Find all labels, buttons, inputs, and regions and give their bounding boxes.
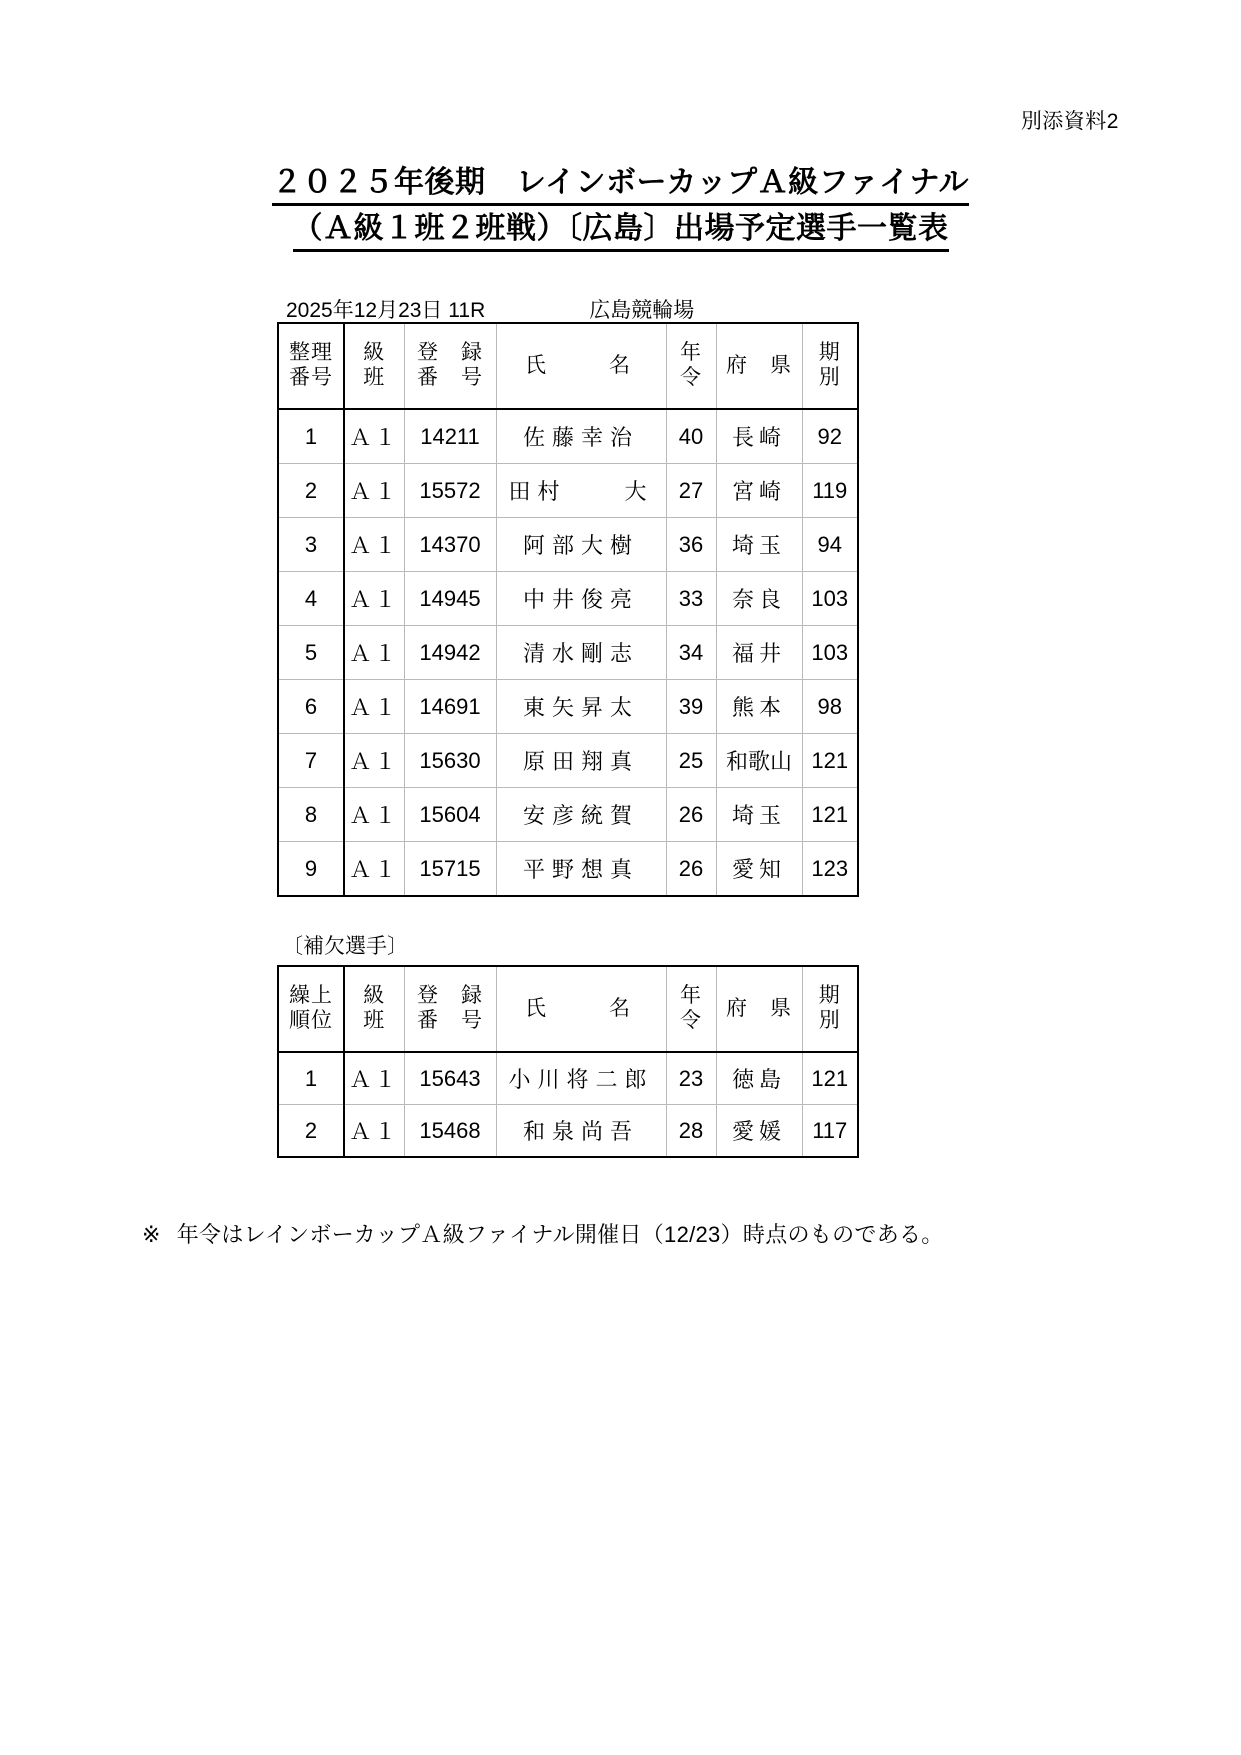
cell-prefecture: 宮崎 (716, 464, 802, 518)
cell-prefecture: 和歌山 (716, 734, 802, 788)
cell-class: Ａ１ (344, 626, 404, 680)
cell-age: 28 (666, 1105, 716, 1158)
cell-period: 103 (802, 572, 858, 626)
table-row (278, 842, 858, 897)
cell-age: 27 (666, 464, 716, 518)
table-header-row (278, 323, 858, 409)
cell-entry-no: 2 (278, 464, 344, 518)
cell-period: 94 (802, 518, 858, 572)
cell-age: 23 (666, 1052, 716, 1105)
cell-period: 103 (802, 626, 858, 680)
header-registration-no: 登 録 番 号 (404, 323, 496, 409)
cell-entry-no: 7 (278, 734, 344, 788)
header-entry-no: 整理 番号 (278, 323, 344, 409)
table-row (278, 409, 858, 464)
reserve-table-body (278, 1052, 858, 1157)
cell-registration-no: 15604 (404, 788, 496, 842)
cell-class: Ａ１ (344, 1105, 404, 1158)
cell-class: Ａ１ (344, 680, 404, 734)
cell-registration-no: 14211 (404, 409, 496, 464)
table-row (278, 1105, 858, 1158)
cell-prefecture: 奈良 (716, 572, 802, 626)
cell-registration-no: 15572 (404, 464, 496, 518)
cell-period: 121 (802, 788, 858, 842)
title-line-1: ２０２５年後期 レインボーカップＡ級ファイナル (272, 168, 969, 206)
cell-prefecture: 埼玉 (716, 518, 802, 572)
cell-prefecture: 福井 (716, 626, 802, 680)
header-class: 級 班 (344, 323, 404, 409)
cell-period: 123 (802, 842, 858, 897)
table-row (278, 734, 858, 788)
cell-registration-no: 14945 (404, 572, 496, 626)
cell-period: 117 (802, 1105, 858, 1158)
cell-class: Ａ１ (344, 842, 404, 897)
cell-prefecture: 愛媛 (716, 1105, 802, 1158)
cell-entry-no: 8 (278, 788, 344, 842)
cell-prefecture: 徳島 (716, 1052, 802, 1105)
cell-registration-no: 15643 (404, 1052, 496, 1105)
table-row (278, 464, 858, 518)
cell-registration-no: 14691 (404, 680, 496, 734)
title-line-2: （Ａ級１班２班戦）〔広島〕出場予定選手一覧表 (293, 214, 949, 252)
footnote-text: 年令はレインボーカップＡ級ファイナル開催日（12/23）時点のものである。 (176, 1222, 944, 1247)
cell-class: Ａ１ (344, 734, 404, 788)
entrant-table (277, 322, 859, 897)
cell-age: 26 (666, 788, 716, 842)
cell-period: 92 (802, 409, 858, 464)
cell-entry-no: 9 (278, 842, 344, 897)
header-prefecture: 府 県 (716, 323, 802, 409)
cell-class: Ａ１ (344, 788, 404, 842)
event-meta (286, 294, 838, 324)
table-row (278, 788, 858, 842)
header-prefecture: 府 県 (716, 966, 802, 1052)
cell-name: 安彦統賀 (496, 788, 666, 842)
cell-name: 田村 大 (496, 464, 666, 518)
header-period: 期 別 (802, 323, 858, 409)
cell-name: 阿部大樹 (496, 518, 666, 572)
cell-name: 清水剛志 (496, 626, 666, 680)
cell-entry-no: 2 (278, 1105, 344, 1158)
reserve-header-row (278, 966, 858, 1052)
header-period: 期 別 (802, 966, 858, 1052)
table-row (278, 1052, 858, 1105)
header-class: 級 班 (344, 966, 404, 1052)
header-age: 年 令 (666, 323, 716, 409)
header-promotion-rank: 繰上 順位 (278, 966, 344, 1052)
header-name: 氏 名 (496, 323, 666, 409)
table-row (278, 626, 858, 680)
reserve-caption: 〔補欠選手〕 (282, 935, 408, 958)
cell-age: 40 (666, 409, 716, 464)
cell-class: Ａ１ (344, 572, 404, 626)
cell-class: Ａ１ (344, 464, 404, 518)
footnote-mark: ※ (142, 1222, 161, 1247)
header-registration-no: 登 録 番 号 (404, 966, 496, 1052)
cell-registration-no: 15715 (404, 842, 496, 897)
cell-period: 121 (802, 1052, 858, 1105)
cell-registration-no: 14370 (404, 518, 496, 572)
cell-entry-no: 5 (278, 626, 344, 680)
cell-age: 26 (666, 842, 716, 897)
cell-prefecture: 埼玉 (716, 788, 802, 842)
cell-period: 119 (802, 464, 858, 518)
cell-registration-no: 14942 (404, 626, 496, 680)
cell-age: 36 (666, 518, 716, 572)
header-name: 氏 名 (496, 966, 666, 1052)
attachment-label: 別添資料2 (1020, 110, 1119, 133)
cell-name: 佐藤幸治 (496, 409, 666, 464)
table-row (278, 572, 858, 626)
cell-name: 中井俊亮 (496, 572, 666, 626)
header-age: 年 令 (666, 966, 716, 1052)
cell-name: 原田翔真 (496, 734, 666, 788)
cell-prefecture: 愛知 (716, 842, 802, 897)
cell-entry-no: 1 (278, 1052, 344, 1105)
table-row (278, 518, 858, 572)
footnote (142, 1218, 944, 1249)
cell-class: Ａ１ (344, 409, 404, 464)
cell-registration-no: 15468 (404, 1105, 496, 1158)
cell-period: 121 (802, 734, 858, 788)
cell-period: 98 (802, 680, 858, 734)
cell-prefecture: 熊本 (716, 680, 802, 734)
cell-age: 25 (666, 734, 716, 788)
cell-age: 39 (666, 680, 716, 734)
cell-name: 和泉尚吾 (496, 1105, 666, 1158)
cell-registration-no: 15630 (404, 734, 496, 788)
cell-name: 東矢昇太 (496, 680, 666, 734)
cell-entry-no: 3 (278, 518, 344, 572)
event-date: 2025年12月23日 11R (286, 299, 486, 322)
document-title (0, 168, 1241, 252)
reserve-table (277, 965, 859, 1158)
cell-entry-no: 1 (278, 409, 344, 464)
entrant-table-body (278, 409, 858, 896)
cell-name: 小川将二郎 (496, 1052, 666, 1105)
cell-entry-no: 6 (278, 680, 344, 734)
cell-name: 平野想真 (496, 842, 666, 897)
event-venue: 広島競輪場 (589, 299, 695, 322)
cell-class: Ａ１ (344, 518, 404, 572)
cell-prefecture: 長崎 (716, 409, 802, 464)
cell-age: 34 (666, 626, 716, 680)
cell-entry-no: 4 (278, 572, 344, 626)
table-row (278, 680, 858, 734)
cell-class: Ａ１ (344, 1052, 404, 1105)
cell-age: 33 (666, 572, 716, 626)
